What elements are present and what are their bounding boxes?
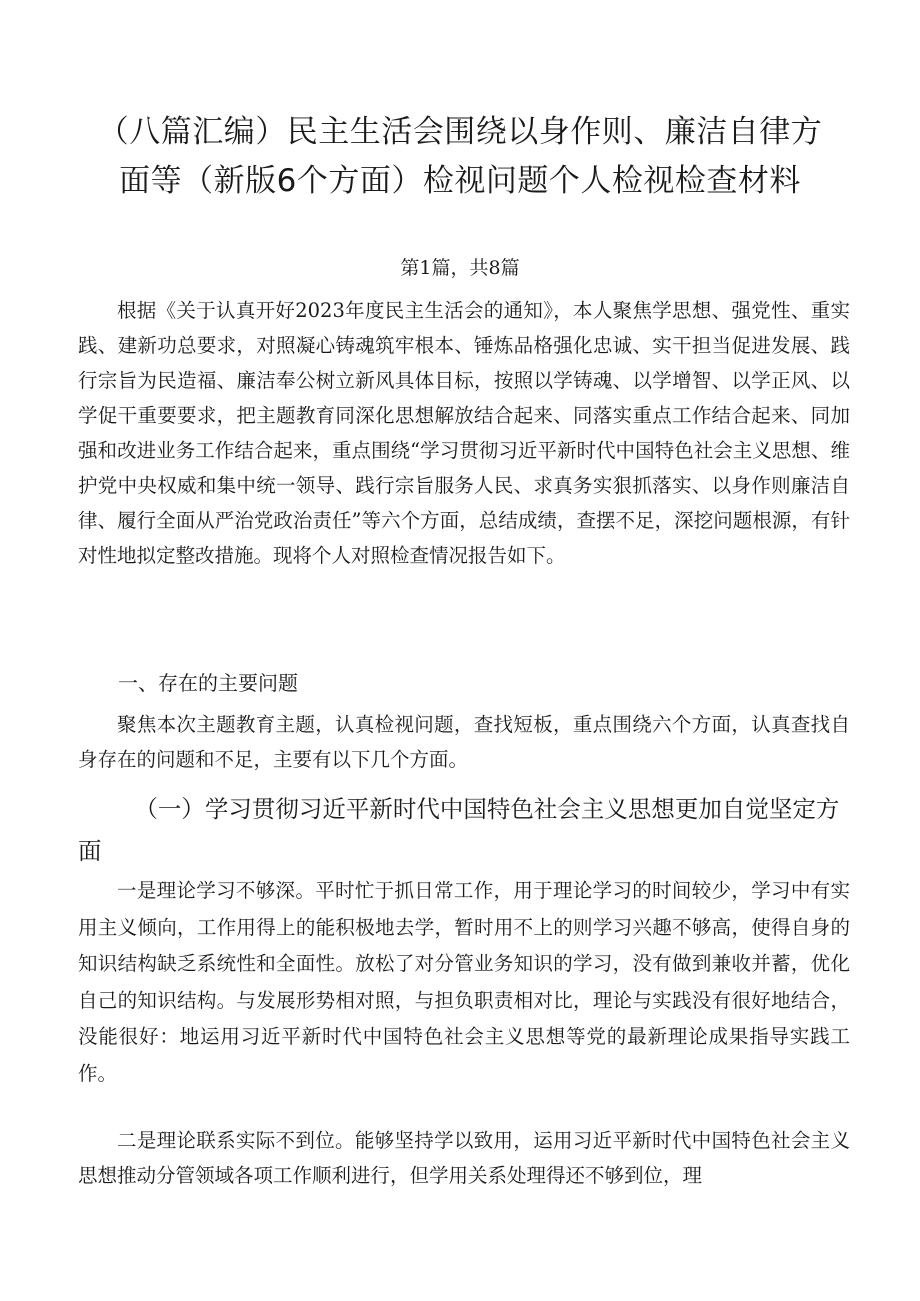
title-line-1: （八篇汇编）民主生活会围绕以身作则、廉洁自律方	[97, 114, 823, 150]
section-heading: 一、存在的主要问题	[118, 671, 298, 695]
intro-paragraph: 根据《关于认真开好2023年度民主生活会的通知》，本人聚焦学思想、强党性、重实践、建新功总要求，对照凝心铸魂筑牢根本、锤炼品格强化忠诚、实干担当促进发展、践行宗旨为民造福、廉洁奉公树立新风具体目标，按照以学铸魂、以学增智、以学正风、以学促干重要要求，把主题教育同深化思想解放结合起来、同落实重点工作结合起来、同加强和改进业务工作结合起来，重点围绕“学习贯彻习近平新时代中国特色社会主义思想、维护党中央权威和集中统一领导、践行宗旨服务人民、求真务实狠抓落实、以身作则廉洁自律、履行全面从严治党政治责任”等六个方面，总结成绩，查摆不足，深挖问题根源，有针对性地拟定整改措施。现将个人对照检查情况报告如下。	[78, 299, 850, 567]
document-title	[60, 108, 860, 206]
part-counter: 第1篇，共8篇	[400, 257, 520, 279]
subsection-heading: （一）学习贯彻习近平新时代中国特色社会主义思想更加自觉坚定方面	[78, 795, 840, 865]
section-intro-paragraph: 聚焦本次主题教育主题，认真检视问题，查找短板，重点围绕六个方面，认真查找自身存在的问题和不足，主要有以下几个方面。	[78, 713, 850, 771]
point-two-paragraph: 二是理论联系实际不到位。能够坚持学以致用，运用习近平新时代中国特色社会主义思想推动分管领域各项工作顺利进行，但学用关系处理得还不够到位，理	[78, 1129, 850, 1187]
point-one-paragraph: 一是理论学习不够深。平时忙于抓日常工作，用于理论学习的时间较少，学习中有实用主义倾向，工作用得上的能积极地去学，暂时用不上的则学习兴趣不够高，使得自身的知识结构缺乏系统性和全面性。放松了对分管业务知识的学习，没有做到兼收并蓄，优化自己的知识结构。与发展形势相对照，与担负职责相对比，理论与实践没有很好地结合，没能很好：地运用习近平新时代中国特色社会主义思想等党的最新理论成果指导实践工作。	[78, 879, 850, 1085]
title-line-2: 面等（新版6个方面）检视问题个人检视检查材料	[119, 163, 801, 199]
